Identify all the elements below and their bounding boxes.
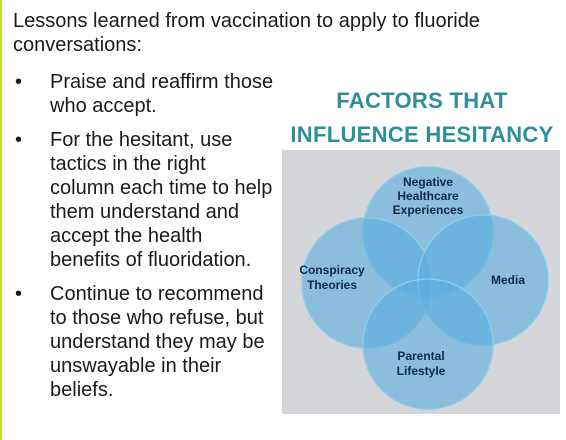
factor-label: Conspiracy xyxy=(299,263,365,277)
venn-diagram xyxy=(282,150,560,414)
diagram-title xyxy=(284,84,560,152)
bullet-item xyxy=(13,128,275,272)
bullet-text: Praise and reaffirm those who accept. xyxy=(50,71,274,117)
intro-text: Lessons learned from vaccination to apply to fluoride conversations: xyxy=(13,10,480,56)
diagram-title-line: FACTORS THAT xyxy=(336,88,508,113)
diagram-title-line: INFLUENCE HESITANCY xyxy=(290,122,554,147)
venn-circle-parental xyxy=(363,279,493,409)
factor-label: Theories xyxy=(306,278,358,292)
bullet-text: For the hesitant, use tactics in the right column each time to help them understand and accept the health benefits of fluoridation. xyxy=(50,129,273,271)
bullet-marker: • xyxy=(15,71,23,93)
accent-rule xyxy=(0,0,2,440)
factor-label: Experiences xyxy=(392,203,464,217)
bullet-item xyxy=(13,70,275,118)
factor-label: Media xyxy=(490,273,526,287)
factor-label: Healthcare xyxy=(397,189,459,203)
bullet-text: Continue to recommend to those who refuse, but understand they may be unswayable in their beliefs. xyxy=(50,283,265,401)
factor-label: Negative xyxy=(402,175,454,189)
bullet-list xyxy=(13,70,275,412)
factor-label: Lifestyle xyxy=(396,364,446,378)
bullet-item xyxy=(13,282,275,402)
bullet-marker: • xyxy=(15,283,23,305)
bullet-marker: • xyxy=(15,129,23,151)
factor-label: Parental xyxy=(397,349,445,363)
venn-diagram-panel xyxy=(282,150,560,414)
